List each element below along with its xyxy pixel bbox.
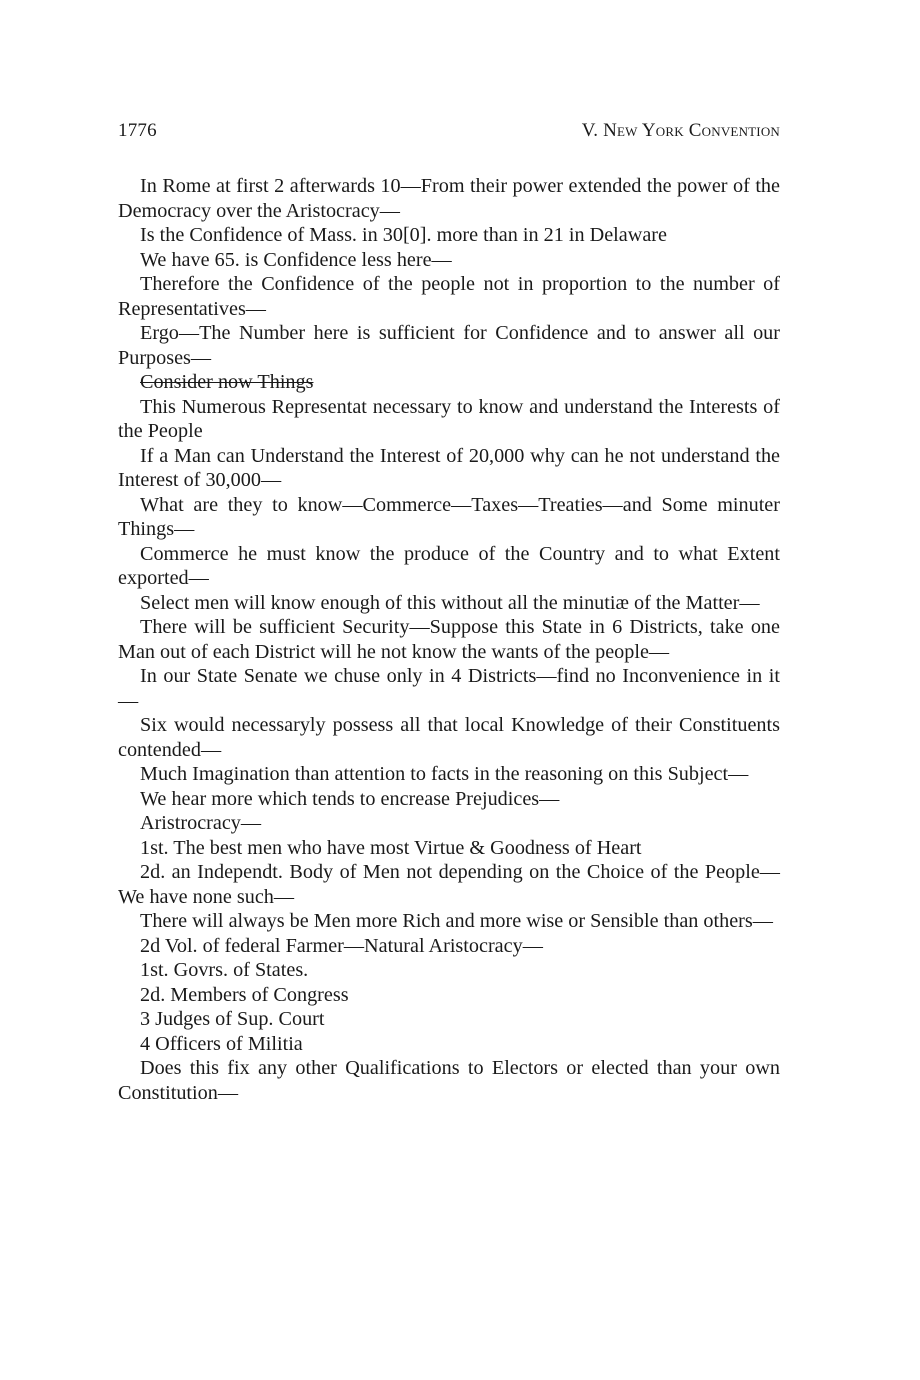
paragraph: Much Imagination than attention to facts in the reasoning on this Subject— (140, 763, 749, 785)
paragraph: 2d. Members of Congress (140, 983, 349, 1006)
paragraph: Ergo—The Number here is sufficient for Confidence and to answer all our Purposes— (118, 322, 780, 369)
paragraph: Six would necessaryly possess all that local Knowledge of their Constituents contended— (118, 714, 780, 761)
running-head (118, 120, 780, 148)
paragraph: What are they to know—Commerce—Taxes—Treaties—and Some minuter Things— (118, 493, 780, 540)
paragraph: There will always be Men more Rich and more wise or Sensible than others— (140, 910, 773, 932)
paragraph: We have 65. is Confidence less here— (140, 248, 452, 271)
paragraph: In our State Senate we chuse only in 4 Districts—find no Inconvenience in it— (118, 665, 780, 712)
paragraph: 4 Officers of Militia (140, 1032, 303, 1055)
section-title: V. New York Convention (581, 120, 780, 141)
paragraph: 2d Vol. of federal Farmer—Natural Aristocracy— (140, 934, 543, 957)
paragraph: Select men will know enough of this without all the minutiæ of the Matter— (140, 591, 760, 614)
paragraph: 3 Judges of Sup. Court (140, 1008, 325, 1030)
paragraph: 1st. The best men who have most Virtue & Goodness of Heart (140, 836, 642, 859)
paragraph: We hear more which tends to encrease Prejudices— (140, 787, 560, 810)
paragraph: Commerce he must know the produce of the Country and to what Extent exported— (118, 542, 780, 589)
document-page (118, 120, 780, 1105)
paragraph: This Numerous Representat necessary to know and understand the Interests of the People (118, 395, 780, 442)
paragraph: 2d. an Independt. Body of Men not depending on the Choice of the People—We have none such— (118, 861, 780, 908)
paragraph: 1st. Govrs. of States. (140, 959, 309, 981)
paragraph: Therefore the Confidence of the people not in proportion to the number of Representatives— (118, 273, 780, 320)
paragraph: If a Man can Understand the Interest of 20,000 why can he not understand the Interest of 30,000— (118, 444, 780, 491)
paragraph: There will be sufficient Security—Suppose this State in 6 Districts, take one Man out of each District will he not know the wants of the people— (118, 616, 780, 663)
paragraph: Is the Confidence of Mass. in 30[0]. more than in 21 in Delaware (140, 224, 667, 246)
paragraph: In Rome at first 2 afterwards 10—From their power extended the power of the Democracy over the Aristocracy— (118, 175, 780, 222)
page-number: 1776 (118, 120, 157, 141)
struck-paragraph: Consider now Things (140, 371, 314, 393)
body-text (118, 174, 780, 1105)
paragraph: Does this fix any other Qualifications to Electors or elected than your own Constitution— (118, 1057, 780, 1104)
paragraph: Aristrocracy— (140, 812, 262, 834)
